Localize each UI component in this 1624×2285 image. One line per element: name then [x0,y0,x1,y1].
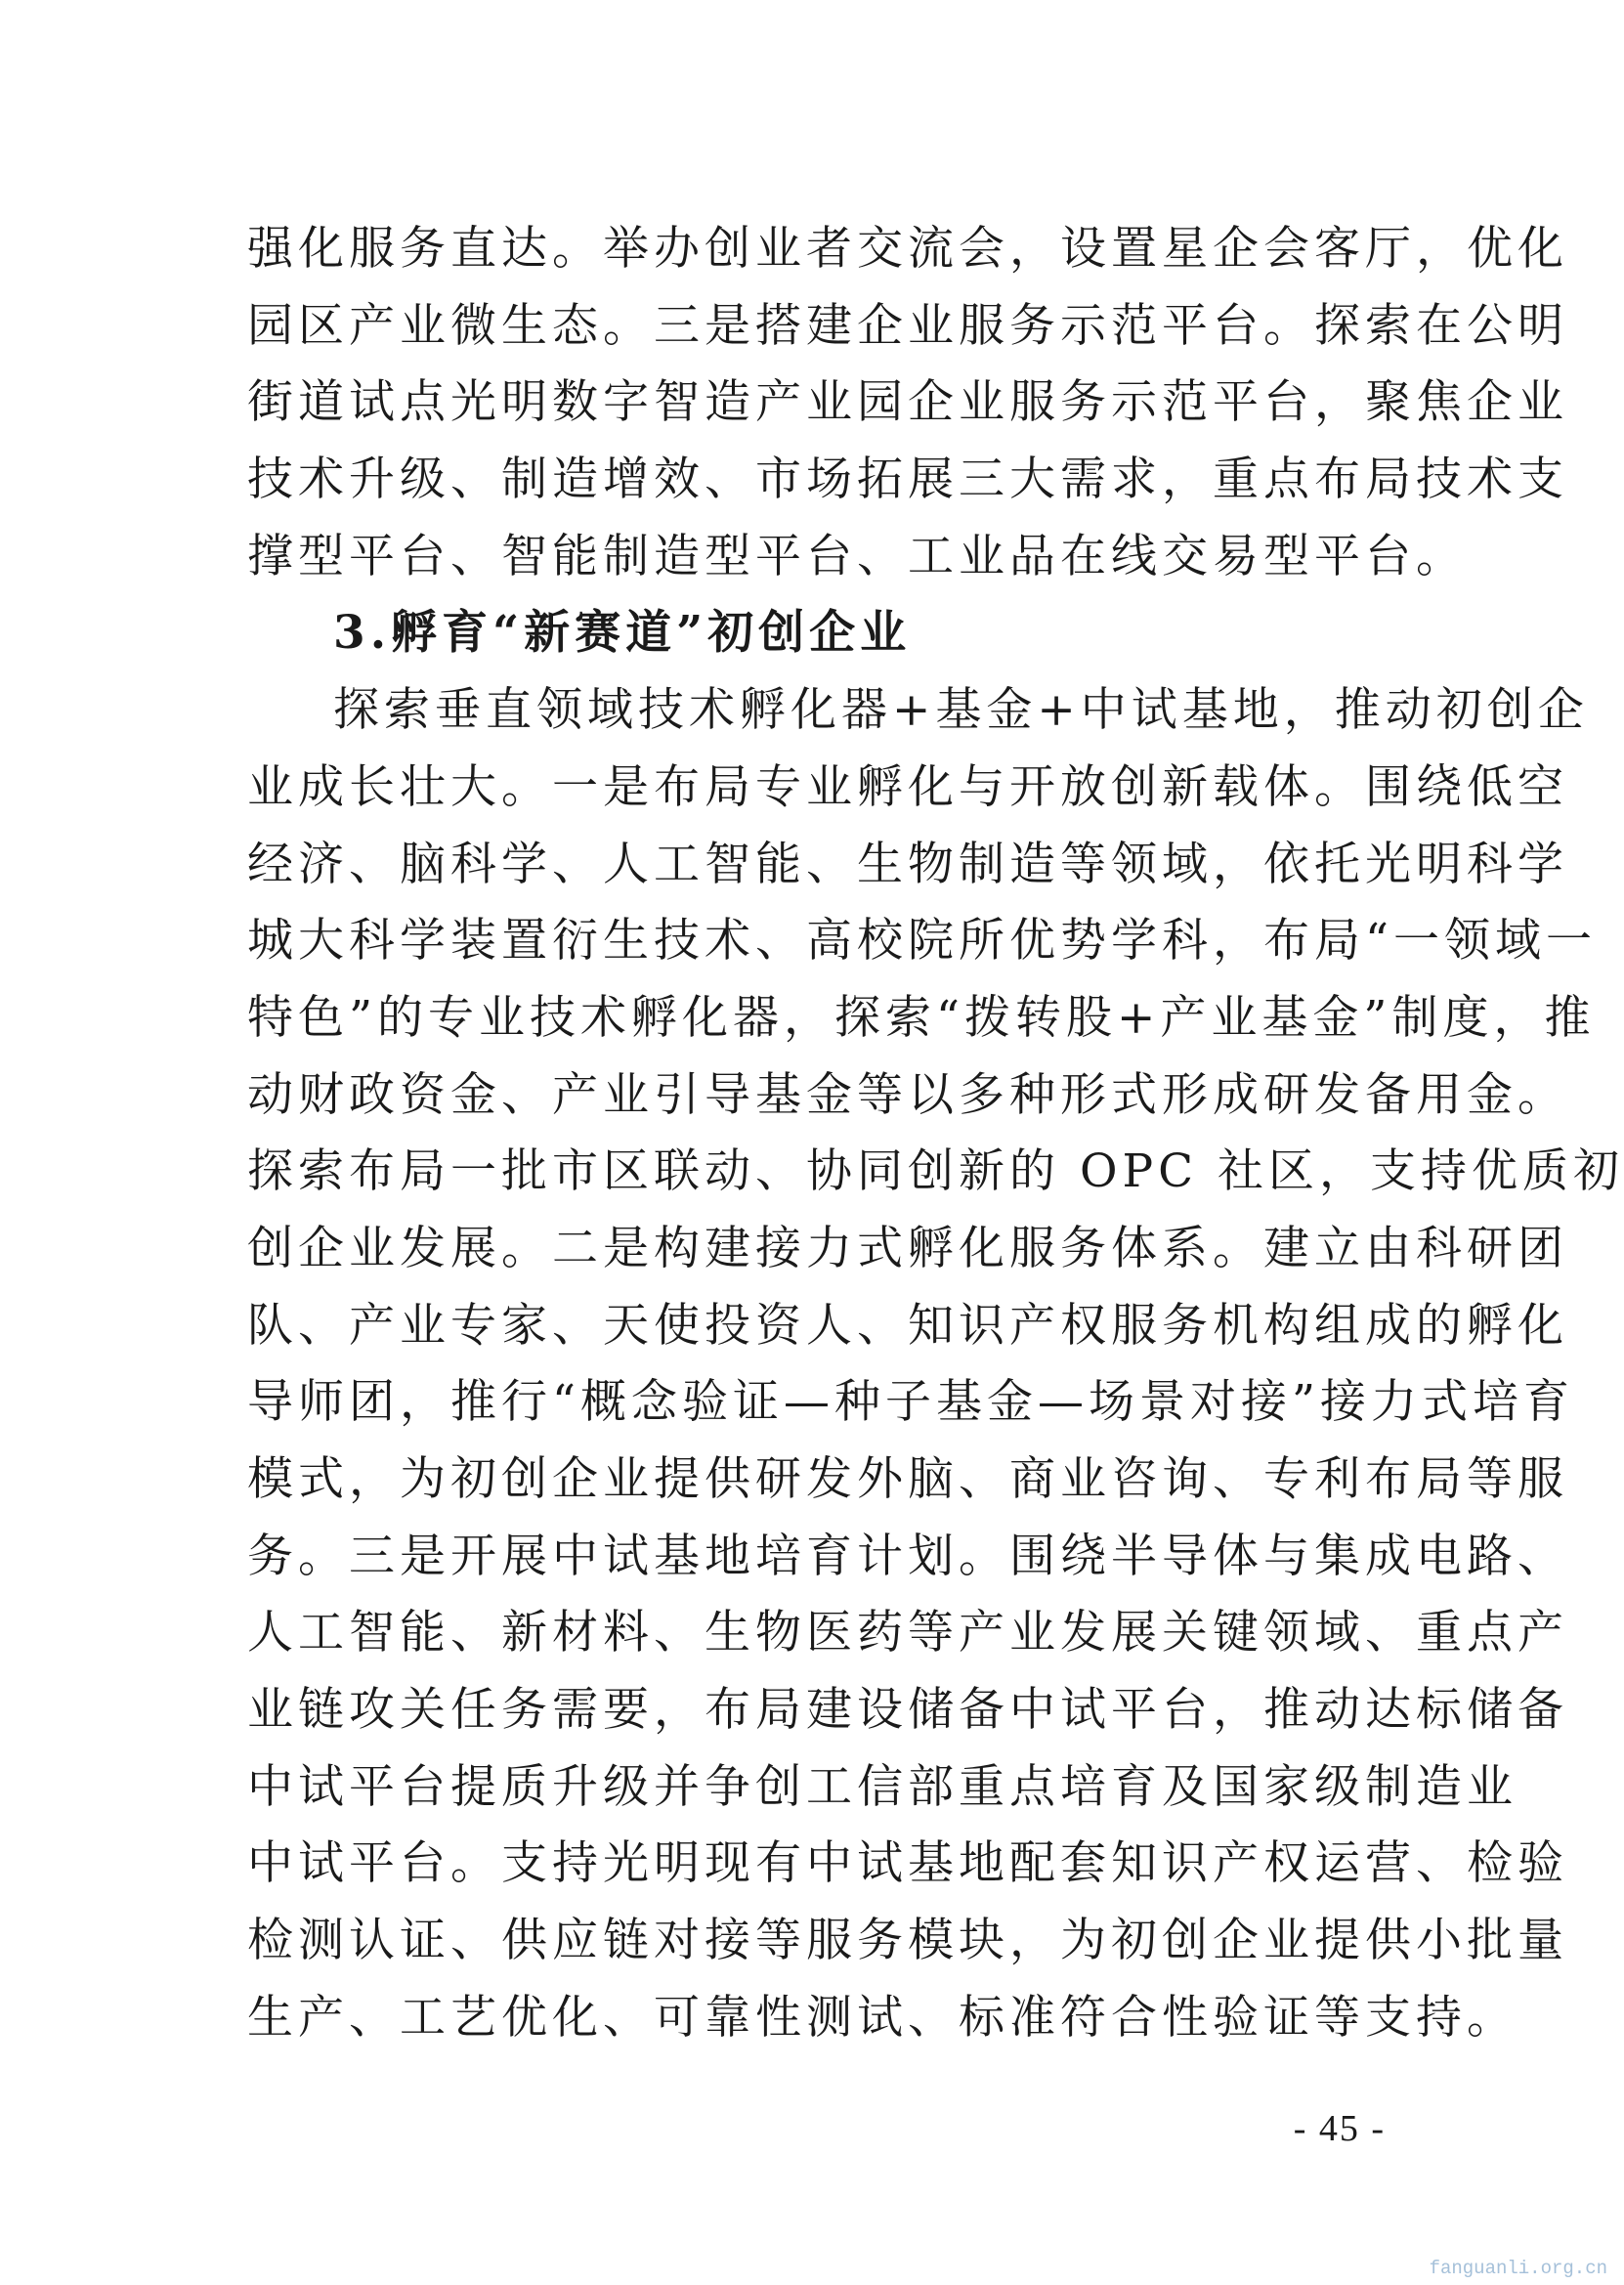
page-number: - 45 - [1293,2108,1386,2149]
text-line: 检测认证、供应链对接等服务模块，为初创企业提供小批量 [247,1914,1568,1968]
text-line: 撑型平台、智能制造型平台、工业品在线交易型平台。 [247,529,1467,583]
text-line: 创企业发展。二是构建接力式孵化服务体系。建立由科研团 [247,1221,1568,1275]
text-line: 模式，为初创企业提供研发外脑、商业咨询、专利布局等服 [247,1452,1568,1506]
text-line: 探索垂直领域技术孵化器+基金+中试基地，推动初创企 [333,683,1589,738]
watermark-text: fanguanli.org.cn [1429,2258,1607,2279]
text-line: 园区产业微生态。三是搭建企业服务示范平台。探索在公明 [247,298,1568,353]
text-line: 导师团，推行“概念验证—种子基金—场景对接”接力式培育 [247,1375,1575,1430]
text-line: 动财政资金、产业引导基金等以多种形式形成研发备用金。 [247,1067,1568,1122]
text-line: 经济、脑科学、人工智能、生物制造等领域，依托光明科学 [247,837,1568,891]
text-line: 业链攻关任务需要，布局建设储备中试平台，推动达标储备 [247,1683,1568,1738]
text-line: 中试平台。支持光明现有中试基地配套知识产权运营、检验 [247,1836,1568,1891]
section-heading: 3.孵育“新赛道”初创企业 [333,606,912,661]
text-line: 务。三是开展中试基地培育计划。围绕半导体与集成电路、 [247,1529,1568,1583]
text-line: 中试平台提质升级并争创工信部重点培育及国家级制造业 [247,1759,1517,1814]
text-line: 探索布局一批市区联动、协同创新的 OPC 社区，支持优质初 [247,1144,1624,1199]
body-text [247,211,1624,2057]
text-line: 街道试点光明数字智造产业园企业服务示范平台，聚焦企业 [247,375,1568,430]
text-line: 队、产业专家、天使投资人、知识产权服务机构组成的孵化 [247,1298,1568,1353]
text-line: 生产、工艺优化、可靠性测试、标准符合性验证等支持。 [247,1990,1517,2045]
text-line: 强化服务直达。举办创业者交流会，设置星企会客厅，优化 [247,222,1568,276]
text-line: 业成长壮大。一是布局专业孵化与开放创新载体。围绕低空 [247,759,1568,814]
text-line: 特色”的专业技术孵化器，探索“拨转股+产业基金”制度，推 [247,990,1596,1045]
text-line: 城大科学装置衍生技术、高校院所优势学科，布局“一领域一 [247,914,1598,969]
text-line: 人工智能、新材料、生物医药等产业发展关键领域、重点产 [247,1606,1568,1660]
text-line: 技术升级、制造增效、市场拓展三大需求，重点布局技术支 [247,453,1568,507]
